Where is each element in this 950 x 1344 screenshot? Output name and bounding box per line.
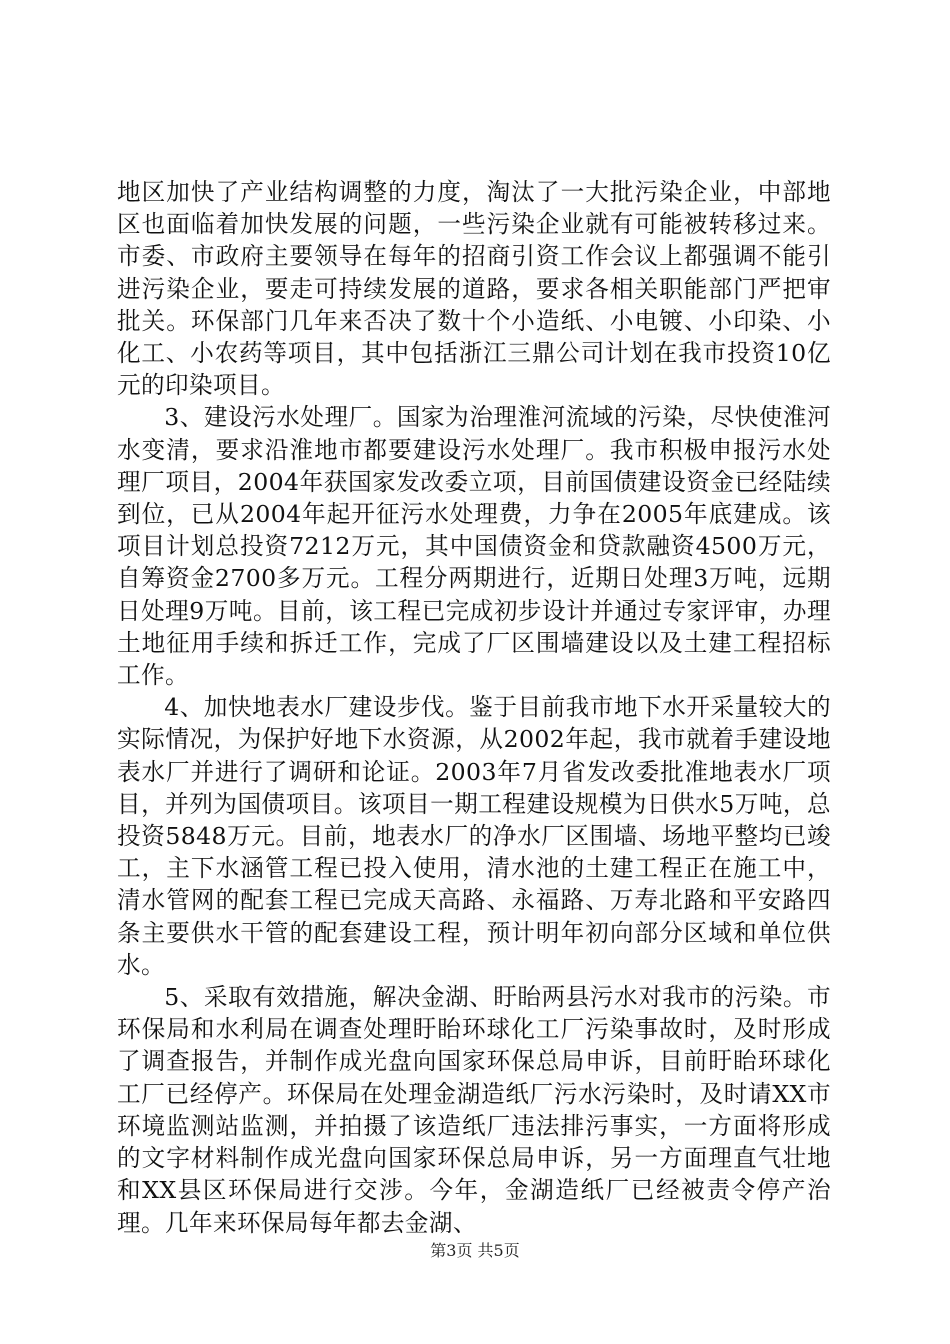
page-number-label: 第3页 共5页 <box>430 1241 520 1260</box>
page-footer <box>0 1241 950 1261</box>
paragraph-3: 4、加快地表水厂建设步伐。鉴于目前我市地下水开采量较大的实际情况，为保护好地下水资源，从2002年起，我市就着手建设地表水厂并进行了调研和论证。2003年7月省发改委批准地表水厂项目，并列为国债项目。该项目一期工程建设规模为日供水5万吨，总投资5848万元。目前，地表水厂的净水厂区围墙、场地平整均已竣工，主下水涵管工程已投入使用，清水池的土建工程正在施工中，清水管网的配套工程已完成天高路、永福路、万寿北路和平安路四条主要供水干管的配套建设工程，预计明年初向部分区域和单位供水。 <box>117 693 831 979</box>
paragraph-1: 地区加快了产业结构调整的力度，淘汰了一大批污染企业，中部地区也面临着加快发展的问题，一些污染企业就有可能被转移过来。市委、市政府主要领导在每年的招商引资工作会议上都强调不能引进污染企业，要走可持续发展的道路，要求各相关职能部门严把审批关。环保部门几年来否决了数十个小造纸、小电镀、小印染、小化工、小农药等项目，其中包括浙江三鼎公司计划在我市投资10亿元的印染项目。 <box>117 178 831 400</box>
paragraph-4: 5、采取有效措施，解决金湖、盱眙两县污水对我市的污染。市环保局和水利局在调查处理盱眙环球化工厂污染事故时，及时形成了调查报告，并制作成光盘向国家环保总局申诉，目前盱眙环球化工厂已经停产。环保局在处理金湖造纸厂污水污染时，及时请XX市环境监测站监测，并拍摄了该造纸厂违法排污事实，一方面将形成的文字材料制作成光盘向国家环保总局申诉，另一方面理直气壮地和XX县区环保局进行交涉。今年，金湖造纸厂已经被责令停产治理。几年来环保局每年都去金湖、 <box>117 983 831 1237</box>
paragraph-2: 3、建设污水处理厂。国家为治理淮河流域的污染，尽快使淮河水变清，要求沿淮地市都要建设污水处理厂。我市积极申报污水处理厂项目，2004年获国家发改委立项，目前国债建设资金已经陆续到位，已从2004年起开征污水处理费，力争在2005年底建成。该项目计划总投资7212万元，其中国债资金和贷款融资4500万元，自筹资金2700多万元。工程分两期进行，近期日处理3万吨，远期日处理9万吨。目前，该工程已完成初步设计并通过专家评审，办理土地征用手续和拆迁工作，完成了厂区围墙建设以及土建工程招标工作。 <box>117 403 831 690</box>
body-text <box>117 176 831 1239</box>
